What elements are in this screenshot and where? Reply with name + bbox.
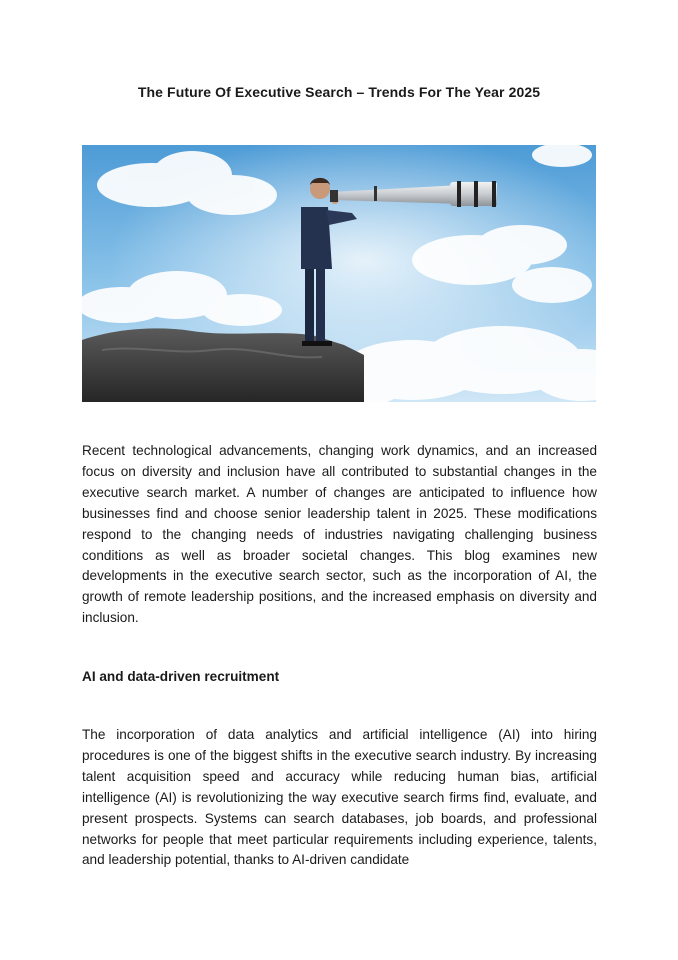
section-heading: AI and data-driven recruitment [82,669,280,684]
hero-image [82,145,596,402]
intro-paragraph: Recent technological advancements, changing work dynamics, and an increased focus on diversity and inclusion have all contributed to substantial changes in the executive search market. A number of changes are anticipated to influence how businesses find and choose senior leadership talent in 2025. These modifications respond to the changing needs of industries navigating challenging business conditions as well as broader societal changes. This blog examines new developments in the executive search sector, such as the incorporation of AI, the growth of remote leadership positions, and the increased emphasis on diversity and inclusion. [82,443,597,626]
section-paragraph: The incorporation of data analytics and artificial intelligence (AI) into hiring procedures is one of the biggest shifts in the executive search industry. By increasing talent acquisition speed and accuracy while reducing human bias, artificial intelligence (AI) is revolutionizing the way executive search firms find, evaluate, and present prospects. Systems can search databases, job boards, and professional networks for people that meet particular requirements including experience, talents, and leadership potential, thanks to AI-driven candidate [82,727,597,868]
document-title: The Future Of Executive Search – Trends For The Year 2025 [137,84,541,100]
